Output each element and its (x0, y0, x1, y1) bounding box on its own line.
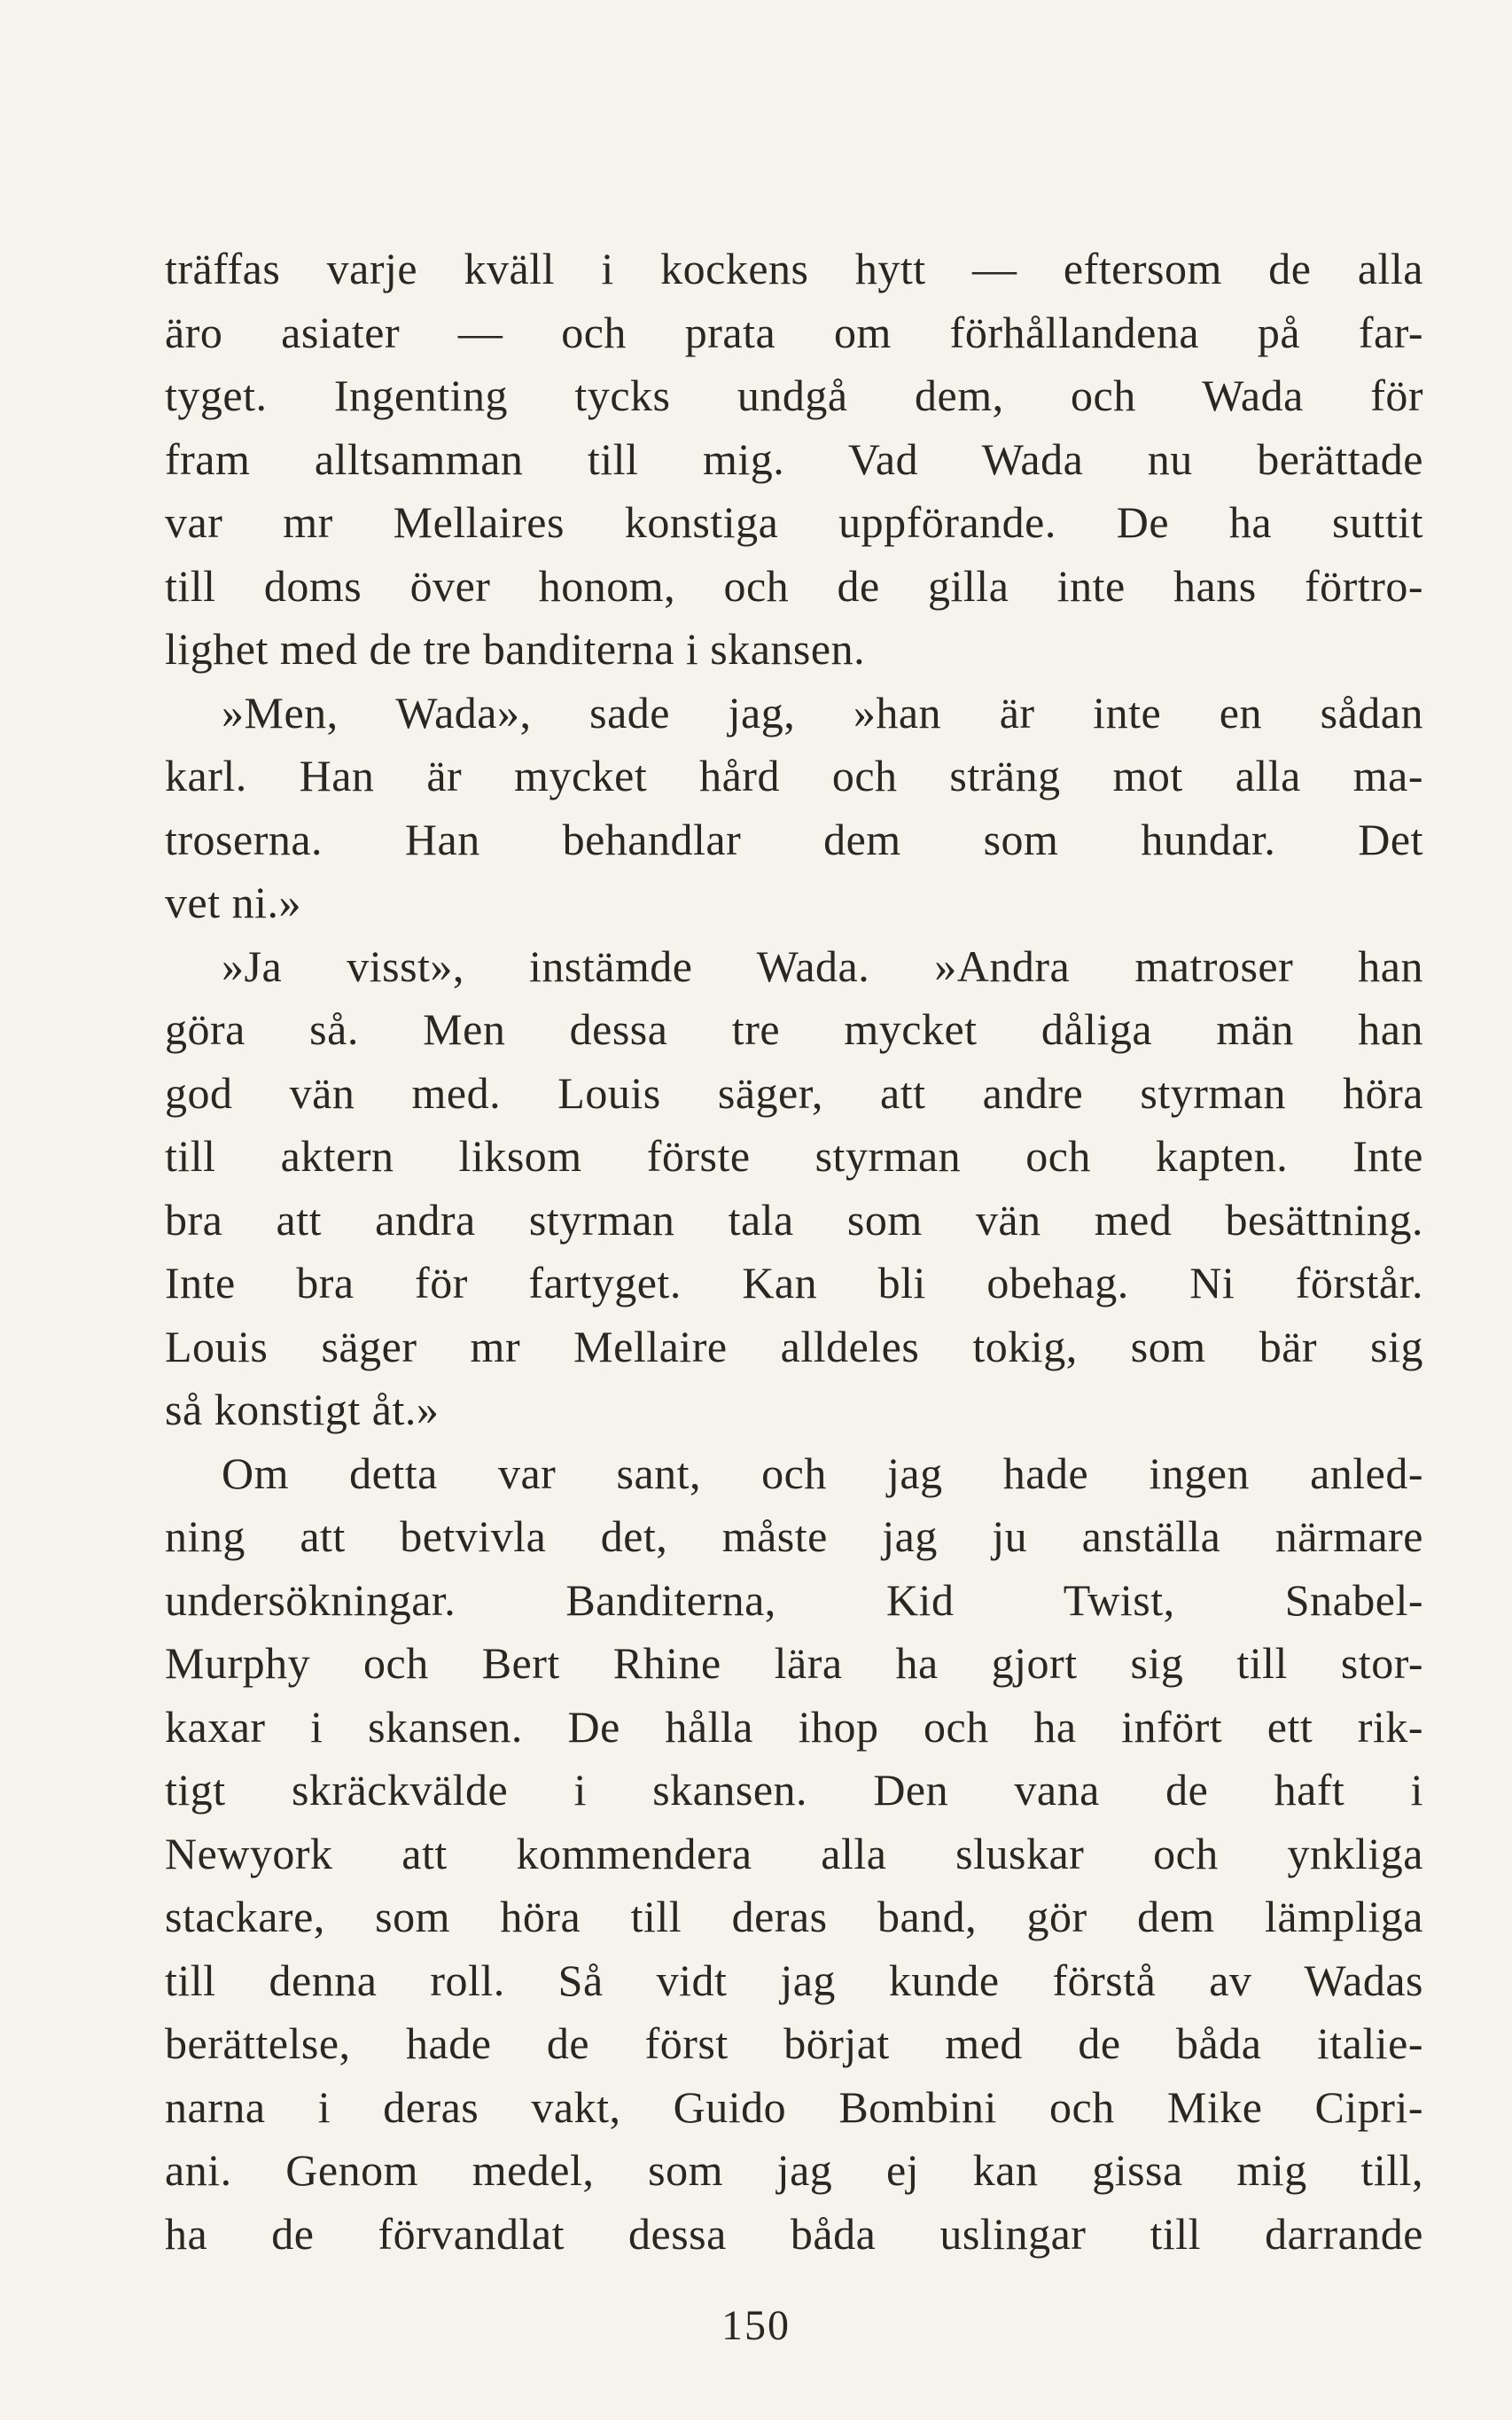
text-line: narna i deras vakt, Guido Bombini och Mike Cipri- (165, 2081, 1423, 2132)
text-line: till denna roll. Så vidt jag kunde förstå av Wadas (165, 1955, 1423, 2005)
text-line: »Ja visst», instämde Wada. »Andra matroser han (222, 941, 1423, 991)
text-line: Louis säger mr Mellaire alldeles tokig, som bär sig (165, 1321, 1423, 1371)
text-line: kaxar i skansen. De hålla ihop och ha infört ett rik- (165, 1701, 1423, 1752)
text-line: ning att betvivla det, måste jag ju anställa närmare (165, 1511, 1423, 1561)
text-line: bra att andra styrman tala som vän med besättning. (165, 1194, 1423, 1245)
text-line: äro asiater — och prata om förhållandena på far- (165, 307, 1423, 357)
text-line: Om detta var sant, och jag hade ingen anled- (222, 1448, 1423, 1498)
text-line: Murphy och Bert Rhine lära ha gjort sig till stor- (165, 1638, 1423, 1688)
text-line: undersökningar. Banditerna, Kid Twist, Snabel- (165, 1574, 1423, 1625)
body-text (165, 238, 1423, 2266)
text-line: ani. Genom medel, som jag ej kan gissa mig till, (165, 2145, 1423, 2195)
text-line: karl. Han är mycket hård och sträng mot alla ma- (165, 751, 1423, 800)
text-line: vet ni.» (165, 878, 301, 927)
text-line: så konstigt åt.» (165, 1385, 440, 1434)
text-line: Inte bra för fartyget. Kan bli obehag. Ni förstår. (165, 1258, 1423, 1308)
text-line: tigt skräckvälde i skansen. Den vana de haft i (165, 1765, 1423, 1815)
text-line: stackare, som höra till deras band, gör dem lämpliga (165, 1892, 1423, 1941)
text-line: god vän med. Louis säger, att andre styrman höra (165, 1067, 1423, 1118)
text-line: lighet med de tre banditerna i skansen. (165, 624, 866, 674)
text-line: fram alltsamman till mig. Vad Wada nu berättade (165, 433, 1423, 484)
text-line: Newyork att kommendera alla sluskar och ynkliga (165, 1828, 1423, 1878)
text-line: tyget. Ingenting tycks undgå dem, och Wada för (165, 371, 1423, 420)
text-line: berättelse, hade de först börjat med de båda italie- (165, 2018, 1423, 2068)
text-line: träffas varje kväll i kockens hytt — eftersom de alla (165, 244, 1423, 293)
text-line: till aktern liksom förste styrman och kapten. Inte (165, 1131, 1423, 1181)
page-number: 150 (721, 2302, 791, 2349)
text-line: var mr Mellaires konstiga uppförande. De ha suttit (165, 497, 1423, 547)
text-line: »Men, Wada», sade jag, »han är inte en sådan (222, 687, 1423, 738)
text-line: troserna. Han behandlar dem som hundar. Det (165, 814, 1423, 864)
text-line: göra så. Men dessa tre mycket dåliga män han (165, 1004, 1423, 1054)
text-line: ha de förvandlat dessa båda uslingar till darrande (165, 2208, 1423, 2259)
text-line: till doms över honom, och de gilla inte hans förtro- (165, 560, 1423, 611)
